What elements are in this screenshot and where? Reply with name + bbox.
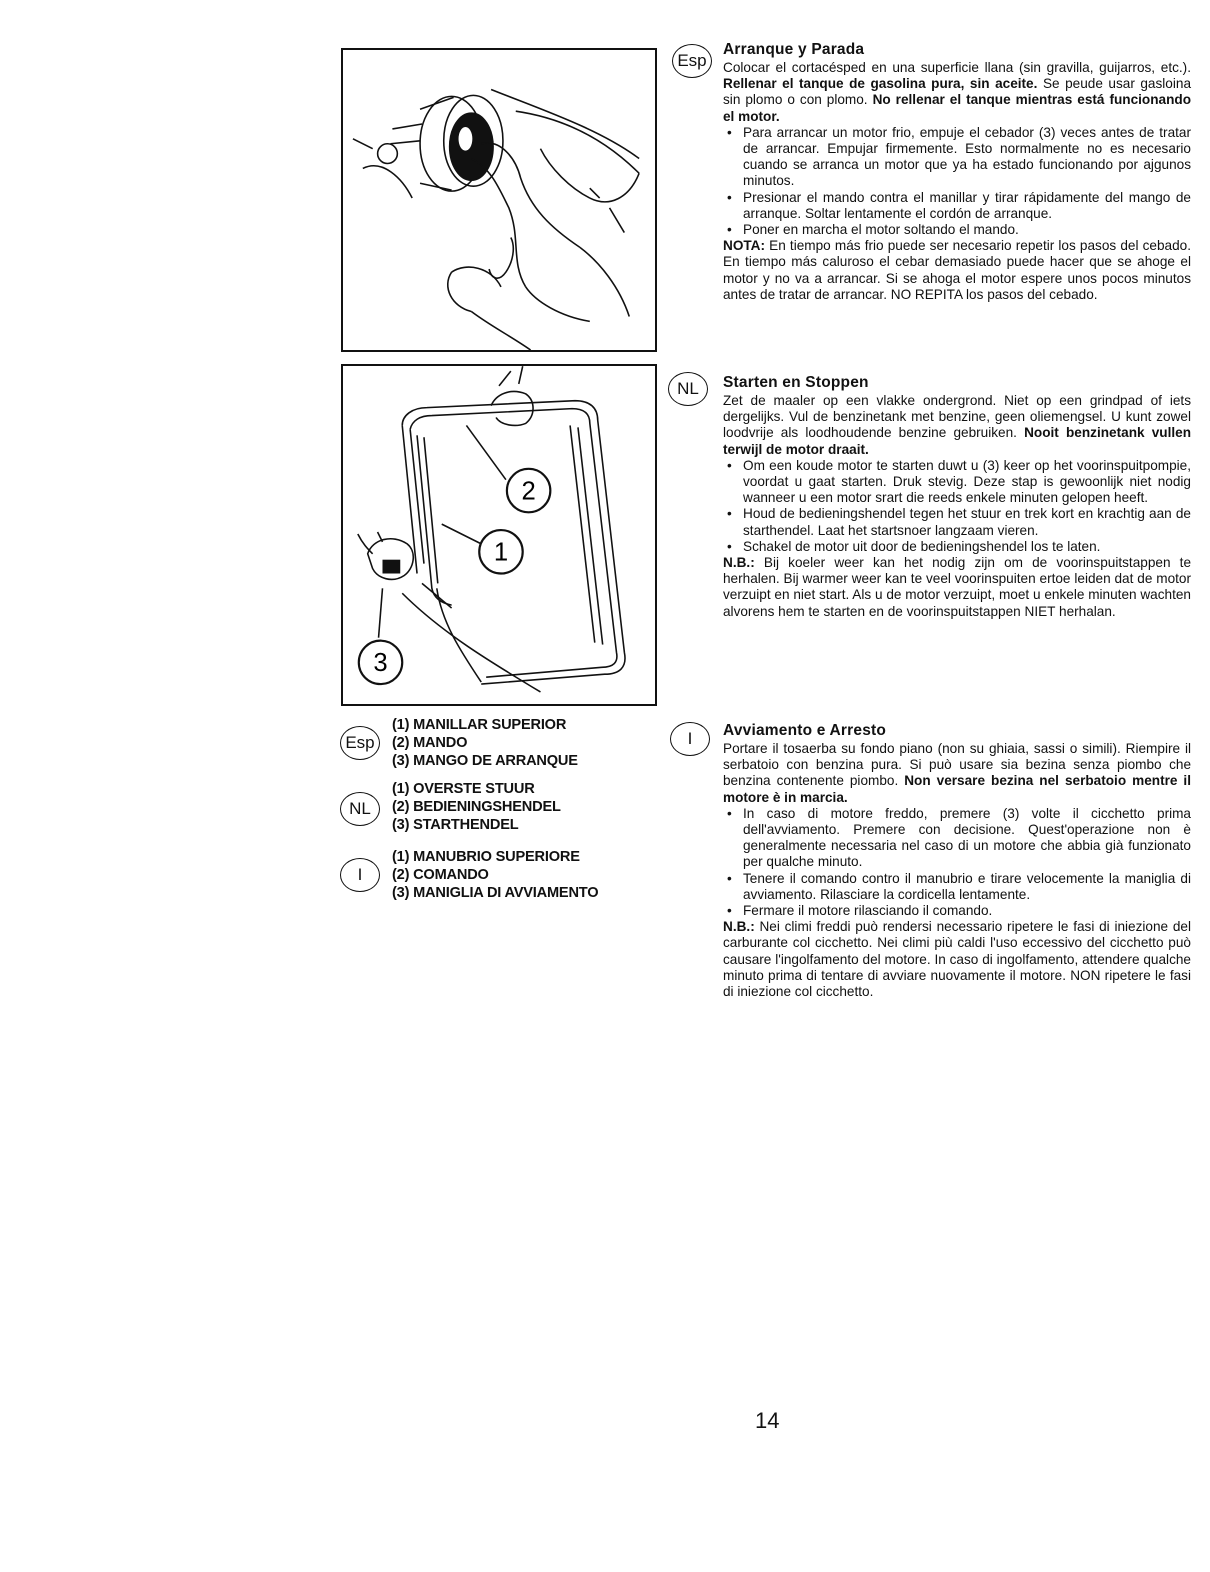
- section-it: [723, 722, 1191, 1000]
- language-badge-esp: Esp: [340, 726, 380, 760]
- instruction-list: [723, 125, 1191, 238]
- list-item: • Para arrancar un motor frio, empuje el cebador (3) veces antes de tratar de arrancar. Empujar firmemente. Esto normalmente no es necesario cuando se arranca un motor que ya ha estado funcionando por ajgunos minutos.: [723, 125, 1191, 190]
- figure-primer-bulb: [341, 48, 657, 352]
- section-note: N.B.: Bij koeler weer kan het nodig zijn om de voorinspuitstappen te herhalen. Bij warmer weer kan te veel voorinspuiten ertoe leiden dat de motor verzuipt en niet start. Als u de motor verzuipt, moet u enkele minuten wachten alvorens hem te starten en de voorinspuitstappen NIET herhalan.: [723, 555, 1192, 619]
- section-intro: Portare il tosaerba su fondo piano (non su ghiaia, sassi o simili). Riempire il serbatoio con benzina pura. Si può usare sia bezina senza piombo che benzina contenente piombo. Non versare bezina nel serbatoio mentre il motore è in marcia.: [723, 741, 1191, 805]
- legend-item: (1) MANUBRIO SUPERIORE: [392, 849, 580, 865]
- list-item: • Om een koude motor te starten duwt u (3) keer op het voorinspuitpompie, voordat u gaat starten. Druk stevig. Deze stap is gewoonlijk niet nodig wanneer u een motor srart die reeds enkele minuten gelopen heeft.: [723, 458, 1191, 507]
- section-title: Starten en Stoppen: [723, 374, 869, 391]
- legend-item: (3) MANIGLIA DI AVVIAMENTO: [392, 885, 599, 901]
- list-item: • Poner en marcha el motor soltando el mando.: [723, 222, 1191, 238]
- page-number: 14: [755, 1408, 780, 1433]
- language-badge-nl: NL: [668, 372, 708, 406]
- legend-item: (1) MANILLAR SUPERIOR: [392, 717, 567, 733]
- legend-nl: [392, 780, 642, 834]
- legend-it: [392, 848, 642, 902]
- section-esp: [723, 41, 1191, 303]
- list-item: • Tenere il comando contro il manubrio e tirare velocemente la maniglia di avviamento. Rilasciare la cordicella lentamente.: [723, 871, 1191, 903]
- legend-esp: [392, 716, 642, 770]
- list-item: • Fermare il motore rilasciando il comando.: [723, 903, 1191, 919]
- handle-illustration: [343, 366, 655, 704]
- instruction-list: [723, 806, 1191, 919]
- primer-bulb-illustration: [343, 50, 655, 350]
- legend-item: (1) OVERSTE STUUR: [392, 781, 535, 797]
- list-item: • Presionar el mando contra el manillar y tirar rápidamente del mango de arranque. Soltar lentamente el cordón de arranque.: [723, 190, 1191, 222]
- language-badge-esp: Esp: [672, 44, 712, 78]
- section-note: N.B.: Nei climi freddi può rendersi necessario ripetere le fasi di iniezione del carburante col cicchetto. Nei climi più caldi l'uso eccessivo del cicchetto può causare l'ingolfamento del motore. In caso di ingolfamento, attendere qualche minuto prima di tentare di avviare nuovamente il motore. NON ripetere le fasi di iniezione col cicchetto.: [723, 919, 1191, 1000]
- list-item: • Houd de bedieningshendel tegen het stuur en trek kort en krachtig aan de starthendel. Laat het startsnoer langzaam vieren.: [723, 506, 1191, 538]
- language-badge-it: I: [670, 722, 710, 756]
- callout-3: 3: [373, 649, 388, 678]
- list-item: • In caso di motore freddo, premere (3) volte il cicchetto prima dell'avviamento. Premere con decisione. Quest'operazione non è generalmente necessaria nel caso di un motore che abbia già funzionato per qualche minuto.: [723, 806, 1191, 871]
- language-badge-it: I: [340, 858, 380, 892]
- legend-item: (3) STARTHENDEL: [392, 817, 519, 833]
- section-title: Arranque y Parada: [723, 41, 865, 58]
- section-intro: Zet de maaler op een vlakke ondergrond. Niet op een grindpad of iets dergelijks. Vul de benzinetank met benzine, geen oliemengsel. U kunt zowel loodvrije als loodhoudende benzine gebruiken. Nooit benzinetank vullen terwijl de motor draait.: [723, 393, 1191, 457]
- list-item: • Schakel de motor uit door de bedieningshendel los te laten.: [723, 539, 1191, 555]
- language-badge-nl: NL: [340, 792, 380, 826]
- callout-2: 2: [521, 477, 536, 506]
- legend-item: (2) MANDO: [392, 735, 468, 751]
- legend-item: (3) MANGO DE ARRANQUE: [392, 753, 578, 769]
- section-nl: [723, 374, 1191, 620]
- section-note: NOTA: En tiempo más frio puede ser necesario repetir los pasos del cebado. En tiempo más caluroso el cebar demasiado puede hacer que se ahoge el motor y no va a arrancar. Si se ahoga el motor espere unos pocos minutos antes de tratar de arrancar. NO REPITA los pasos del cebado.: [723, 238, 1191, 302]
- legend-item: (2) COMANDO: [392, 867, 489, 883]
- instruction-list: [723, 458, 1191, 555]
- section-intro: Colocar el cortacésped en una superficie llana (sin gravilla, guijarros, etc.). Rellenar el tanque de gasolina pura, sin aceite. Se peude usar gasloina sin plomo o con plomo. No rellenar el tanque mientras está funcionando el motor.: [723, 60, 1192, 124]
- legend-item: (2) BEDIENINGSHENDEL: [392, 799, 561, 815]
- section-title: Avviamento e Arresto: [723, 722, 887, 739]
- figure-handle-controls: [341, 364, 657, 706]
- callout-1: 1: [493, 538, 509, 567]
